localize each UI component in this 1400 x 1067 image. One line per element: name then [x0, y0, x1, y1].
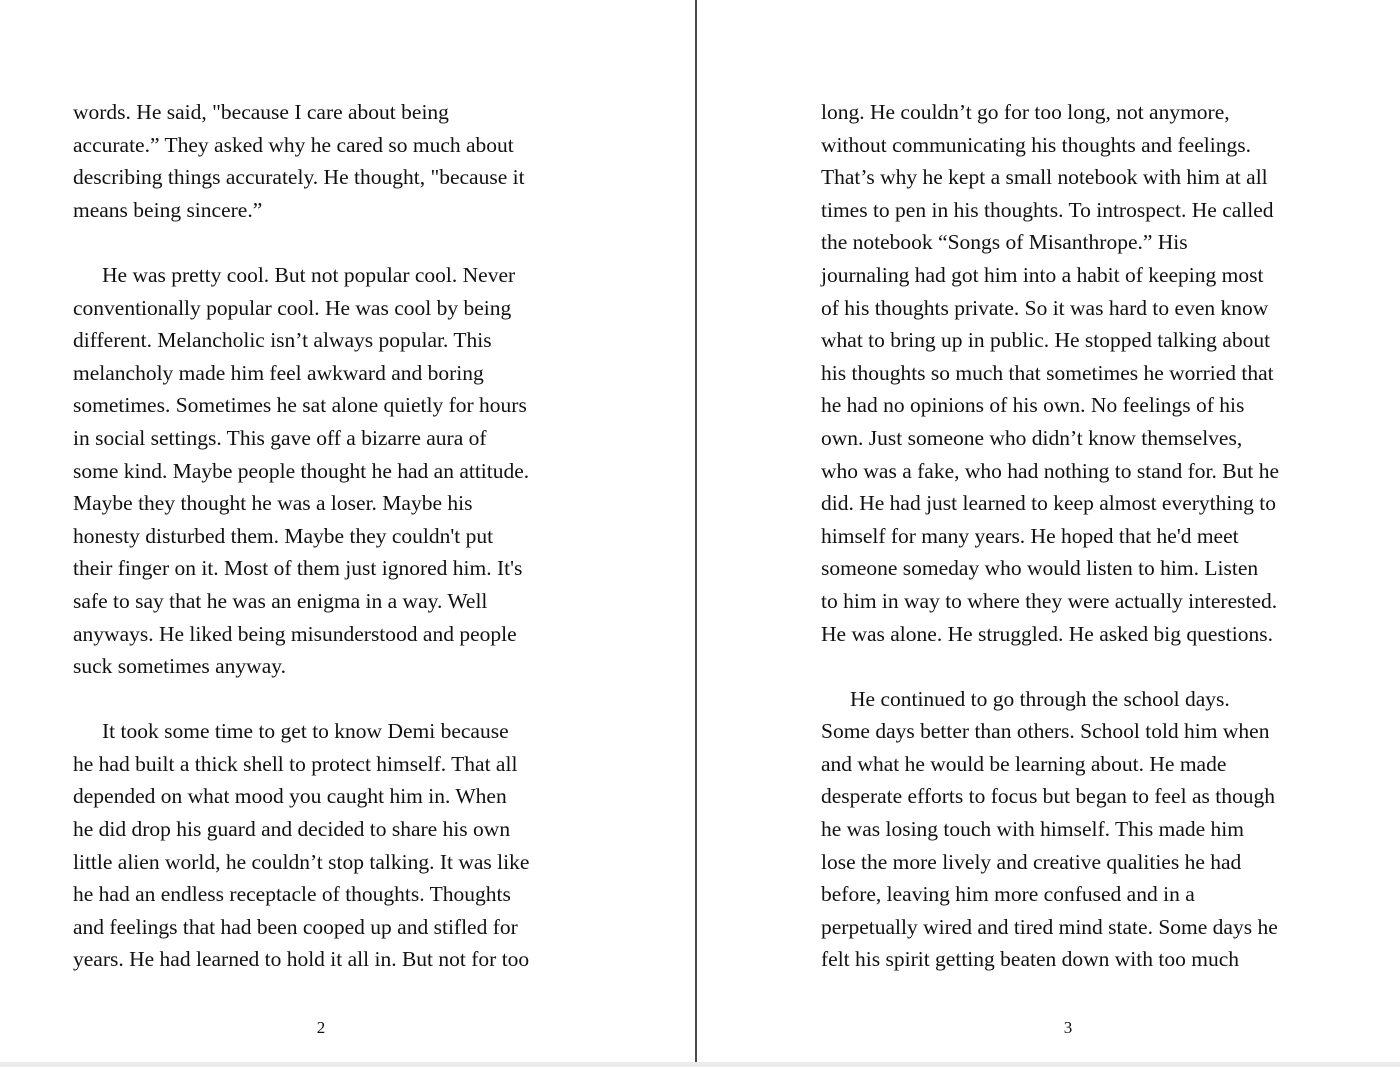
text-line: in social settings. This gave off a bizarre aura of	[73, 425, 487, 450]
text-line: he did drop his guard and decided to share his own	[73, 817, 511, 842]
text-line: depended on what mood you caught him in. When	[73, 784, 507, 809]
text-line: That’s why he kept a small notebook with him at all	[821, 165, 1268, 190]
text-line: journaling had got him into a habit of keeping most	[821, 262, 1264, 287]
text-line: he had built a thick shell to protect himself. That all	[73, 751, 518, 776]
text-line: safe to say that he was an enigma in a way. Well	[73, 588, 488, 613]
text-line: describing things accurately. He thought, "because it	[73, 165, 525, 190]
text-line: and what he would be learning about. He made	[821, 751, 1227, 776]
text-line: little alien world, he couldn’t stop talking. It was like	[73, 849, 530, 874]
paragraph	[821, 683, 1319, 976]
text-line: He was pretty cool. But not popular cool. Never	[102, 262, 516, 287]
left-page-body	[73, 96, 571, 976]
text-line: did. He had just learned to keep almost everything to	[821, 491, 1276, 516]
text-line: he had no opinions of his own. No feelings of his	[821, 393, 1245, 418]
text-line: own. Just someone who didn’t know themselves,	[821, 425, 1243, 450]
text-line: his thoughts so much that sometimes he worried that	[821, 360, 1274, 385]
text-line: sometimes. Sometimes he sat alone quietly for hours	[73, 393, 527, 418]
text-line: anyways. He liked being misunderstood and people	[73, 621, 517, 646]
text-line: without communicating his thoughts and feelings.	[821, 132, 1251, 157]
text-line: himself for many years. He hoped that he'd meet	[821, 523, 1239, 548]
text-line: some kind. Maybe people thought he had an attitude.	[73, 458, 530, 483]
text-line: lose the more lively and creative qualities he had	[821, 849, 1242, 874]
text-line: words. He said, "because I care about being	[73, 100, 449, 124]
text-line: melancholy made him feel awkward and boring	[73, 360, 484, 385]
text-line: he had an endless receptacle of thoughts. Thoughts	[73, 882, 511, 907]
text-line: accurate.” They asked why he cared so much about	[73, 132, 514, 157]
text-line: before, leaving him more confused and in a	[821, 882, 1195, 907]
text-line: different. Melancholic isn’t always popular. This	[73, 328, 492, 353]
text-line: their finger on it. Most of them just ignored him. It's	[73, 556, 523, 581]
text-line: long. He couldn’t go for too long, not anymore,	[821, 100, 1230, 124]
right-page-body	[821, 96, 1319, 976]
viewer-bottom-edge	[0, 1062, 1400, 1067]
text-line: he was losing touch with himself. This made him	[821, 817, 1244, 842]
text-line: to him in way to where they were actually interested.	[821, 588, 1278, 613]
text-line: someone someday who would listen to him. Listen	[821, 556, 1259, 581]
text-line: the notebook “Songs of Misanthrope.” His	[821, 230, 1188, 255]
text-line: Some days better than others. School told him when	[821, 719, 1270, 744]
text-line: desperate efforts to focus but began to feel as though	[821, 784, 1275, 809]
text-line: He continued to go through the school days.	[850, 686, 1230, 711]
text-line: means being sincere.”	[73, 197, 263, 222]
text-line: perpetually wired and tired mind state. Some days he	[821, 914, 1278, 939]
text-line: who was a fake, who had nothing to stand for. But he	[821, 458, 1279, 483]
right-page-number: 3	[1063, 1018, 1073, 1037]
text-line: what to bring up in public. He stopped talking about	[821, 328, 1271, 353]
left-page	[0, 0, 695, 1062]
text-line: felt his spirit getting beaten down with too much	[821, 947, 1239, 972]
paragraph	[73, 715, 571, 976]
text-line: suck sometimes anyway.	[73, 654, 286, 679]
text-line: It took some time to get to know Demi because	[102, 719, 509, 744]
text-line: honesty disturbed them. Maybe they couldn't put	[73, 523, 494, 548]
paragraph	[821, 96, 1319, 650]
text-line: Maybe they thought he was a loser. Maybe his	[73, 491, 473, 516]
text-line: of his thoughts private. So it was hard to even know	[821, 295, 1269, 320]
text-line: years. He had learned to hold it all in. But not for too	[73, 947, 530, 972]
right-page	[697, 0, 1400, 1062]
paragraph	[73, 259, 571, 683]
text-line: conventionally popular cool. He was cool by being	[73, 295, 512, 320]
paragraph	[73, 96, 571, 226]
text-line: times to pen in his thoughts. To introspect. He called	[821, 197, 1274, 222]
text-line: and feelings that had been cooped up and stifled for	[73, 914, 518, 939]
left-page-number: 2	[316, 1018, 326, 1037]
text-line: He was alone. He struggled. He asked big questions.	[821, 621, 1273, 646]
